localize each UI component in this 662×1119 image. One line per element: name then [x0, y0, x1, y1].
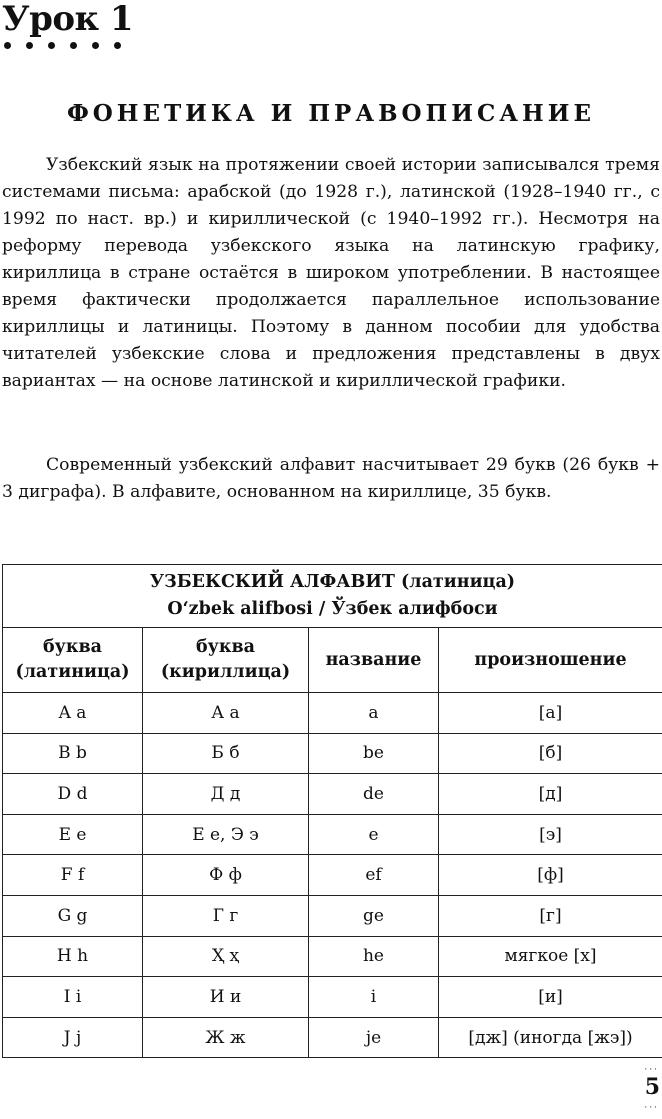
column-header-latin: буква (латиница) — [3, 628, 143, 693]
cell-pronunciation: [и] — [439, 977, 662, 1018]
alphabet-paragraph: Современный узбекский алфавит насчитывает 29 букв (26 букв + 3 диграфа). В алфавите, основанном на кириллице, 35 букв. — [2, 455, 660, 502]
cell-cyrillic: Е е, Э э — [143, 814, 309, 855]
cell-cyrillic: Д д — [143, 774, 309, 815]
cell-pronunciation: [б] — [439, 733, 662, 774]
table-row — [3, 733, 662, 774]
cell-name: ef — [309, 855, 439, 896]
intro-paragraph: Узбекский язык на протяжении своей истории записывался тремя системами письма: арабской (до 1928 г.), латинской (1928–1940 гг., с 1992 по наст. вр.) и кириллической (с 1940–1992 гг.). Несмотря на реформу перевода узбекского языка на латинскую графику, кириллица в стране остаётся в широком употреблении. В настоящее время фактически продолжается параллельное использование кириллицы и латиницы. Поэтому в данном пособии для удобства читателей узбекские слова и предложения представлены в двух вариантах — на основе латинской и кириллической графики. — [2, 155, 660, 391]
page-number-dots-top: ··· — [644, 1065, 659, 1075]
table-row — [3, 1017, 662, 1058]
section-title: ФОНЕТИКА И ПРАВОПИСАНИЕ — [66, 100, 596, 127]
cell-latin: I i — [3, 977, 143, 1018]
cell-latin: J j — [3, 1017, 143, 1058]
page-number-dots-bottom: ··· — [644, 1103, 659, 1113]
cell-name: de — [309, 774, 439, 815]
cell-latin: E e — [3, 814, 143, 855]
lesson-title: Урок 1 — [2, 0, 134, 39]
table-caption-line2: O‘zbek alifbosi / Ўзбек алифбоси — [167, 599, 498, 619]
table-caption-line1: УЗБЕКСКИЙ АЛФАВИТ (латиница) — [149, 572, 516, 592]
column-header-name: название — [309, 628, 439, 693]
alphabet-table — [2, 564, 662, 1058]
cell-pronunciation: [э] — [439, 814, 662, 855]
cell-name: he — [309, 936, 439, 977]
dot — [114, 42, 121, 49]
cell-latin: F f — [3, 855, 143, 896]
cell-cyrillic: Ж ж — [143, 1017, 309, 1058]
cell-pronunciation: [а] — [439, 693, 662, 734]
page-number: 5 — [644, 1074, 660, 1100]
dot — [70, 42, 77, 49]
table-row — [3, 977, 662, 1018]
table-body — [3, 693, 662, 1058]
cell-pronunciation: [г] — [439, 895, 662, 936]
cell-cyrillic: Ҳ ҳ — [143, 936, 309, 977]
dot — [92, 42, 99, 49]
cell-pronunciation: мягкое [х] — [439, 936, 662, 977]
table-row — [3, 814, 662, 855]
cell-pronunciation: [ф] — [439, 855, 662, 896]
cell-latin: B b — [3, 733, 143, 774]
alphabet-table-wrapper — [2, 564, 662, 1058]
cell-name: ge — [309, 895, 439, 936]
table-row — [3, 895, 662, 936]
cell-latin: H h — [3, 936, 143, 977]
cell-name: e — [309, 814, 439, 855]
cell-cyrillic: И и — [143, 977, 309, 1018]
cell-name: a — [309, 693, 439, 734]
cell-latin: A a — [3, 693, 143, 734]
cell-latin: D d — [3, 774, 143, 815]
table-caption — [3, 565, 662, 628]
table-row — [3, 693, 662, 734]
dot — [48, 42, 55, 49]
cell-pronunciation: [д] — [439, 774, 662, 815]
table-row — [3, 855, 662, 896]
table-header-row — [3, 628, 662, 693]
cell-cyrillic: Г г — [143, 895, 309, 936]
column-header-cyrillic: буква (кириллица) — [143, 628, 309, 693]
cell-name: i — [309, 977, 439, 1018]
table-row — [3, 774, 662, 815]
column-header-pronunciation: произношение — [439, 628, 662, 693]
table-row — [3, 936, 662, 977]
cell-cyrillic: Б б — [143, 733, 309, 774]
dot — [4, 42, 11, 49]
cell-name: je — [309, 1017, 439, 1058]
cell-pronunciation: [дж] (иногда [жэ]) — [439, 1017, 662, 1058]
cell-latin: G g — [3, 895, 143, 936]
dot — [26, 42, 33, 49]
cell-cyrillic: Ф ф — [143, 855, 309, 896]
cell-cyrillic: А а — [143, 693, 309, 734]
cell-name: be — [309, 733, 439, 774]
decorative-dots — [4, 42, 121, 49]
